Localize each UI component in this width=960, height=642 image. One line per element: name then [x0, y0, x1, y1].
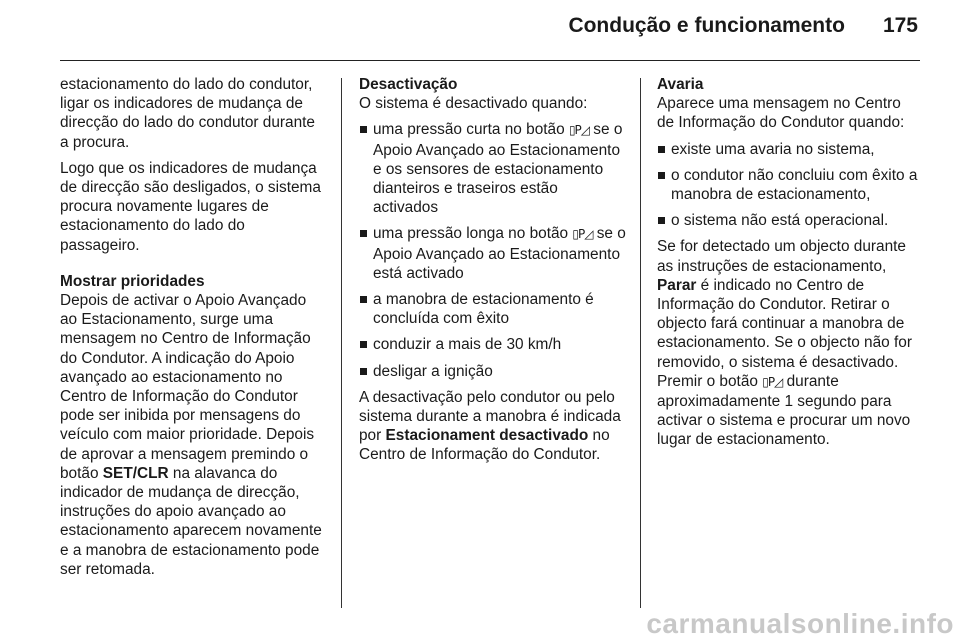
list-item: conduzir a mais de 30 km/h — [359, 335, 627, 354]
deactivated-message: Estacionament desactivado — [385, 427, 589, 445]
park-assist-button-icon: ▯P◿ — [572, 227, 593, 242]
watermark: carmanualsonline.info — [646, 608, 954, 639]
column-divider-1 — [341, 78, 342, 608]
list-item: desligar a ignição — [359, 362, 627, 381]
column-2 — [359, 75, 627, 472]
paragraph: estacionamento do lado do condutor, ligar os indicadores de mudança de direcção do lado do condutor durante a procura. — [60, 76, 315, 151]
page-title: Condução e funcionamento — [568, 14, 845, 37]
set-clr-label: SET/CLR — [102, 464, 169, 482]
list-item: o condutor não concluiu com êxito a manobra de estacionamento, — [657, 166, 922, 204]
page-number: 175 — [882, 14, 918, 37]
list-item: existe uma avaria no sistema, — [657, 140, 922, 159]
list-item: uma pressão longa no botão ▯P◿ se o Apoio Avançado ao Estacionamento está activado — [359, 224, 627, 283]
park-assist-button-icon: ▯P◿ — [568, 123, 590, 138]
park-assist-button-icon: ▯P◿ — [762, 374, 783, 389]
page-header — [568, 14, 918, 38]
section-heading-deactivation: Desactivação — [359, 76, 458, 93]
list-item: a manobra de estacionamento é concluída com êxito — [359, 290, 627, 328]
list-item: o sistema não está operacional. — [657, 211, 922, 230]
stop-message: Parar — [657, 276, 697, 294]
section-heading-priorities: Mostrar prioridades — [60, 272, 205, 290]
paragraph: A desactivação pelo condutor ou pelo sistema durante a manobra é indicada por Estacionament desactivado no Centro de Informação do Condutor. — [359, 388, 621, 464]
paragraph: Aparece uma mensagem no Centro de Informação do Condutor quando: — [657, 95, 905, 132]
fault-list — [657, 140, 922, 231]
column-divider-2 — [640, 78, 641, 608]
list-item: uma pressão curta no botão ▯P◿ se o Apoio Avançado ao Estacionamento e os sensores de estacionamento dianteiros e traseiros estão activados — [359, 120, 627, 217]
paragraph: Se for detectado um objecto durante as instruções de estacionamento, Parar é indicado no Centro de Informação do Condutor. Retirar o objecto fará continuar a manobra de estacionamento. Se o objecto não for removido, o sistema é desactivado. Premir o botão ▯P◿ durante aproximadamente 1 segundo para activar o sistema e procurar um novo lugar de estacionamento. — [657, 238, 912, 449]
header-rule — [60, 60, 920, 61]
section-heading-fault: Avaria — [657, 76, 704, 93]
paragraph: Logo que os indicadores de mudança de direcção são desligados, o sistema procura novamente lugares de estacionamento do lado do passageiro. — [60, 159, 321, 254]
deactivation-list — [359, 120, 627, 380]
paragraph: O sistema é desactivado quando: — [359, 95, 588, 113]
paragraph: Depois de activar o Apoio Avançado ao Estacionamento, surge uma mensagem no Centro de Informação do Condutor. A indicação do Apoio avançado ao estacionamento no Centro de Informação do Condutor pode ser inibida por mensagens do veículo com maior prioridade. Depois de aprovar a mensagem premindo o botão SET/CLR na alavanca do indicador de mudança de direcção, instruções do apoio avançado ao estacionamento aparecem novamente e a manobra de estacionamento pode ser retomada. — [60, 292, 322, 578]
column-3 — [657, 75, 922, 457]
column-1 — [60, 75, 325, 586]
